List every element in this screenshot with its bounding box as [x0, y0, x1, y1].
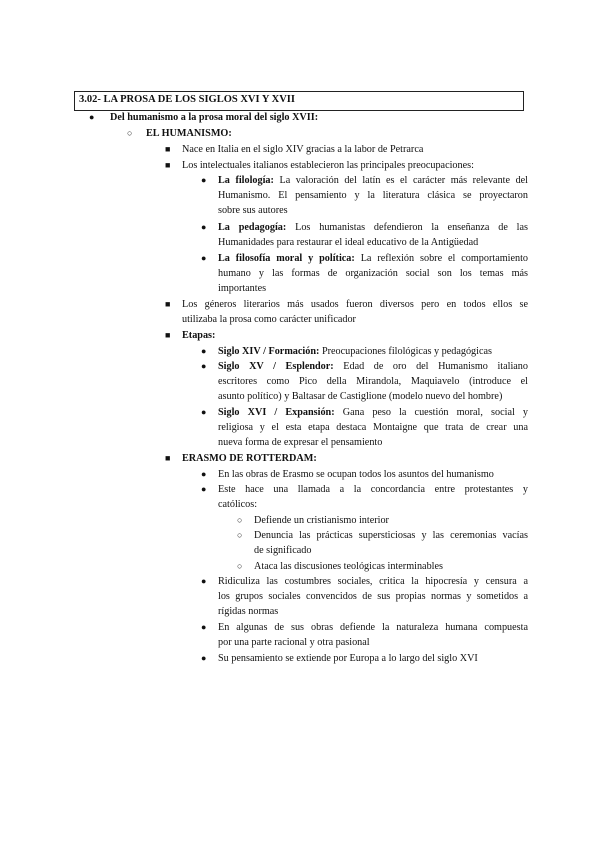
erasmo-p3-line-1: Ridiculiza las costumbres sociales, critica la hipocresía y censura a [218, 576, 528, 587]
bullet-disc: ● [201, 175, 207, 185]
bullet-disc: ● [201, 484, 207, 494]
filosofia-label: La filosofía moral y política: [218, 253, 355, 264]
filosofia-line-1: La filosofía moral y política: La reflexión sobre el comportamiento [218, 253, 529, 264]
filologia-line-3: sobre sus autores [218, 205, 288, 216]
bullet-circle: ○ [237, 515, 243, 525]
bullet-disc: ● [201, 361, 207, 371]
paragraph: Los intelectuales italianos establecieron las principales preocupaciones: [182, 160, 474, 171]
bullet-square: ■ [165, 299, 171, 309]
bullet-disc: ● [201, 576, 207, 586]
etapa-xvi-line-3: nueva forma de expresar el pensamiento [218, 437, 383, 448]
erasmo-p3-line-3: rígidas normas [218, 606, 279, 617]
bullet-square: ■ [165, 144, 171, 154]
bullet-disc: ● [201, 222, 207, 232]
erasmo-p1: En las obras de Erasmo se ocupan todos los asuntos del humanismo [218, 469, 494, 480]
section-heading: Del humanismo a la prosa moral del siglo XVII: [110, 112, 319, 123]
erasmo-p4-line-1: En algunas de sus obras defiende la naturaleza humana compuesta [218, 622, 528, 633]
etapa-xvi-line-1: Siglo XVI / Expansión: Gana peso la cuestión moral, social y [218, 407, 528, 418]
bullet-circle: ○ [237, 561, 243, 571]
etapa-xvi-line-2: religiosa y el esta etapa destaca Montaigne que trata de crear una [218, 422, 528, 433]
bullet-square: ■ [165, 160, 171, 170]
etapa-xv-line-2: escritores como Pico della Mirandola, Maquiavelo (introduce el [218, 376, 528, 387]
erasmo-heading: ERASMO DE ROTTERDAM: [182, 453, 317, 464]
etapa-xv-line-1: Siglo XV / Esplendor: Edad de oro del Humanismo italiano [218, 361, 528, 372]
erasmo-p5: Su pensamiento se extiende por Europa a lo largo del siglo XVI [218, 653, 478, 664]
pedagogia-line-1: La pedagogía: Los humanistas defendieron la enseñanza de las [218, 222, 528, 233]
filologia-line-2: Humanismo. El pensamiento y la literatura clásica se proyectaron [218, 190, 528, 201]
page-title: 3.02- LA PROSA DE LOS SIGLOS XVI Y XVII [79, 94, 295, 105]
erasmo-sub-3: Ataca las discusiones teológicas interminables [254, 561, 443, 572]
bullet-circle: ○ [237, 530, 243, 540]
paragraph: Nace en Italia en el siglo XIV gracias a la labor de Petrarca [182, 144, 424, 155]
bullet-square: ■ [165, 453, 171, 463]
erasmo-sub-2-line-2: de significado [254, 545, 312, 556]
pedagogia-label: La pedagogía: [218, 222, 287, 233]
filosofia-line-3: importantes [218, 283, 267, 294]
pedagogia-line-2: Humanidades para restaurar el ideal educativo de la Antigüedad [218, 237, 479, 248]
bullet-square: ■ [165, 330, 171, 340]
bullet-disc: ● [201, 407, 207, 417]
etapa-xv-line-3: asunto político) y Baltasar de Castiglione (modelo nuevo del hombre) [218, 391, 503, 402]
bullet-disc: ● [89, 112, 95, 122]
etapas-heading: Etapas: [182, 330, 216, 341]
bullet-circle: ○ [127, 128, 133, 138]
generos-line-1: Los géneros literarios más usados fueron diversos pero en todos ellos se [182, 299, 528, 310]
bullet-disc: ● [201, 253, 207, 263]
generos-line-2: utilizaba la prosa como carácter unificador [182, 314, 356, 325]
bullet-disc: ● [201, 653, 207, 663]
bullet-disc: ● [201, 346, 207, 356]
filologia-label: La filología: [218, 175, 274, 186]
bullet-disc: ● [201, 622, 207, 632]
erasmo-p2-line-2: católicos: [218, 499, 258, 510]
erasmo-p3-line-2: los grupos sociales convencidos de sus propias normas y sometidos a [218, 591, 528, 602]
filologia-line-1: La filología: La valoración del latín es el carácter más relevante del [218, 175, 529, 186]
filosofia-line-2: humano y las formas de organización social son los temas más [218, 268, 528, 279]
erasmo-sub-2-line-1: Denuncia las prácticas supersticiosas y las ceremonias vacías [254, 530, 528, 541]
erasmo-sub-1: Defiende un cristianismo interior [254, 515, 389, 526]
humanismo-heading: EL HUMANISMO: [146, 128, 232, 139]
etapa-xiv: Siglo XIV / Formación: Preocupaciones filológicas y pedagógicas [218, 346, 492, 357]
bullet-disc: ● [201, 469, 207, 479]
erasmo-p2-line-1: Este hace una llamada a la concordancia entre protestantes y [218, 484, 528, 495]
erasmo-p4-line-2: por una parte racional y otra pasional [218, 637, 370, 648]
